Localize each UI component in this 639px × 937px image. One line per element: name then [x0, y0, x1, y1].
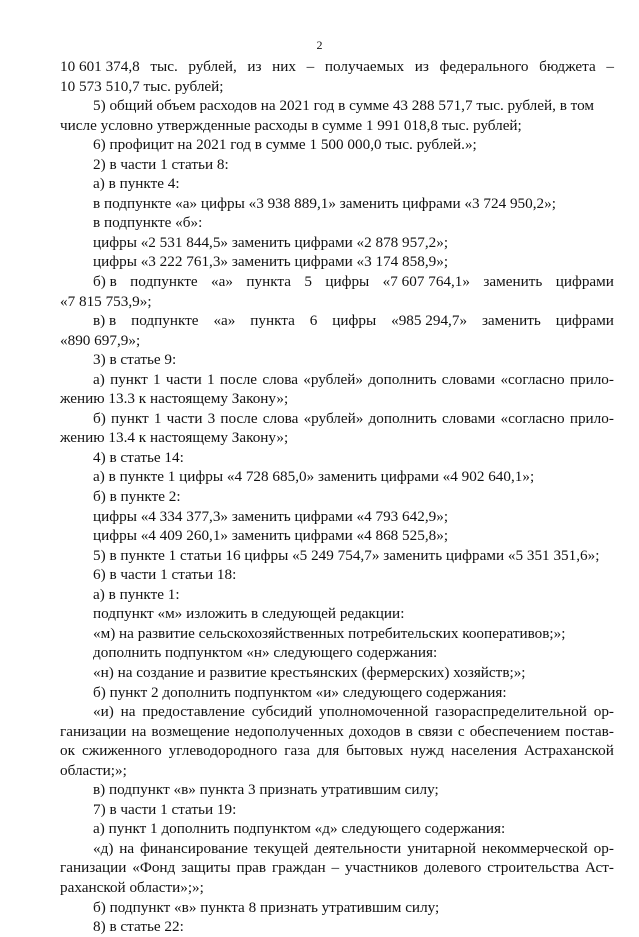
text-line	[60, 722, 614, 742]
word: ганизации	[60, 859, 127, 877]
line-text: цифры «4 334 377,3» заменить цифрами «4 793 642,9»;	[93, 507, 449, 525]
line-text: 6) профицит на 2021 год в сумме 1 500 000,0 тыс. рублей.»;	[93, 136, 477, 154]
word: ганизации	[60, 722, 127, 740]
word: прило-	[569, 370, 614, 388]
word: нужд	[410, 742, 444, 760]
line-text: цифры «2 531 844,5» заменить цифрами «2 878 957,2»;	[93, 233, 449, 251]
word: –	[606, 58, 614, 75]
word: б) в	[93, 273, 117, 291]
text-line	[60, 839, 614, 859]
word: из	[414, 58, 429, 75]
line-text: 2) в части 1 статьи 8:	[93, 155, 229, 173]
word: заменить	[483, 273, 543, 291]
word: слова	[262, 409, 299, 427]
word: из	[247, 58, 262, 75]
word: ок	[60, 742, 75, 760]
text-line	[60, 389, 614, 409]
word: дополнить	[368, 370, 437, 388]
text-line	[60, 819, 614, 839]
document-body	[60, 57, 614, 937]
text-line	[60, 252, 614, 272]
text-line	[60, 800, 614, 820]
line-text: 7) в части 1 статьи 19:	[93, 800, 237, 818]
word: постав-	[565, 722, 614, 740]
text-line	[60, 311, 614, 331]
word: населения	[450, 742, 518, 760]
text-line	[60, 917, 614, 937]
word: «985 294,7»	[391, 312, 468, 330]
word: «согласно	[500, 370, 565, 388]
line-text: дополнить подпунктом «н» следующего содержания:	[93, 644, 438, 662]
word: «Фонд	[132, 859, 176, 877]
word: а)	[93, 370, 105, 388]
text-line	[60, 233, 614, 253]
word: с	[457, 722, 465, 740]
text-line	[60, 702, 614, 722]
line-text: а) пункт 1 дополнить подпунктом «д» следующего содержания:	[93, 820, 506, 838]
word: рублей,	[188, 58, 237, 75]
word: бытовых	[346, 742, 404, 760]
line-text: числе условно утвержденные расходы в сумме 1 991 018,8 тыс. рублей;	[60, 116, 522, 134]
line-text: «м) на развитие сельскохозяйственных потребительских кооперативов;»;	[93, 624, 566, 642]
text-line	[60, 487, 614, 507]
word: на	[131, 722, 147, 740]
word: «рублей»	[303, 409, 364, 427]
line-text: жению 13.4 к настоящему Закону»;	[60, 429, 289, 447]
word: Аст-	[584, 859, 614, 877]
word: Астраханской	[524, 742, 614, 760]
text-line	[60, 585, 614, 605]
word: 5	[304, 273, 312, 291]
word: после	[220, 409, 258, 427]
line-text: цифры «3 222 761,3» заменить цифрами «3 174 858,9»;	[93, 253, 449, 271]
text-line	[60, 213, 614, 233]
line-text: 5) общий объем расходов на 2021 год в сумме 43 288 571,7 тыс. рублей, в том	[93, 97, 595, 115]
line-text: 3) в статье 9:	[93, 351, 177, 369]
line-text: а) в пункте 1:	[93, 585, 180, 603]
word: ор-	[593, 839, 614, 857]
word: получаемых	[324, 58, 405, 75]
line-text: б) в пункте 2:	[93, 488, 181, 506]
word: 1	[207, 370, 215, 388]
word: подпункте	[131, 312, 199, 330]
word: на	[120, 703, 136, 721]
word: субсидий	[251, 703, 313, 721]
text-line	[60, 272, 614, 292]
line-text: в) подпункт «в» пункта 3 признать утратившим силу;	[93, 781, 439, 799]
text-line	[60, 155, 614, 175]
word: подпункте	[130, 273, 198, 291]
word: на	[119, 839, 135, 857]
word: текущей	[253, 839, 309, 857]
line-text: цифры «4 409 260,1» заменить цифрами «4 868 525,8»;	[93, 527, 449, 545]
word: федерального	[439, 58, 529, 75]
text-line	[60, 761, 614, 781]
word: углеводородного	[168, 742, 278, 760]
word: цифрами	[555, 312, 614, 330]
word: пункт	[110, 370, 148, 388]
word: унитарной	[407, 839, 477, 857]
line-text: «7 815 753,9»;	[60, 292, 152, 310]
word: пункт	[110, 409, 149, 427]
word: «д)	[93, 839, 114, 857]
word: цифрами	[555, 273, 614, 291]
word: слова	[262, 370, 298, 388]
word: бюджета	[539, 58, 596, 75]
word: тыс.	[150, 58, 178, 75]
text-line	[60, 370, 614, 390]
word: граждан	[271, 859, 326, 877]
word: предоставление	[142, 703, 245, 721]
word: газораспределительной	[435, 703, 587, 721]
line-text: области;»;	[60, 761, 127, 779]
line-text: 8) в статье 22:	[93, 918, 184, 936]
word: словами	[441, 370, 496, 388]
text-line	[60, 292, 614, 312]
text-line	[60, 194, 614, 214]
line-text: подпункт «м» изложить в следующей редакции:	[93, 605, 405, 623]
word: связи	[417, 722, 453, 740]
word: после	[219, 370, 258, 388]
text-line	[60, 507, 614, 527]
word: части	[165, 370, 202, 388]
word: 1	[153, 370, 161, 388]
line-text: а) в пункте 4:	[93, 175, 180, 193]
word: в	[405, 722, 413, 740]
text-line	[60, 526, 614, 546]
line-text: а) в пункте 1 цифры «4 728 685,0» заменить цифрами «4 902 640,1»;	[93, 468, 535, 486]
word: недополученных	[234, 722, 344, 740]
text-line	[60, 96, 614, 116]
text-line	[60, 135, 614, 155]
word: газа	[284, 742, 310, 760]
word: 10 601 374,8	[60, 58, 140, 75]
word: «7 607 764,1»	[382, 273, 470, 291]
text-line	[60, 467, 614, 487]
word: них	[272, 58, 297, 75]
line-text: 4) в статье 14:	[93, 448, 184, 466]
line-text: «890 697,9»;	[60, 331, 141, 349]
word: сжиженного	[81, 742, 162, 760]
line-text: раханской области»;»;	[60, 878, 204, 896]
word: прав	[236, 859, 267, 877]
line-text: б) пункт 2 дополнить подпунктом «и» следующего содержания:	[93, 683, 507, 701]
text-line	[60, 741, 614, 761]
page-number: 2	[316, 38, 323, 52]
word: «а»	[213, 312, 236, 330]
text-line	[60, 331, 614, 351]
word: деятельности	[314, 839, 402, 857]
word: защиты	[181, 859, 231, 877]
word: ор-	[593, 703, 614, 721]
word: обеспечением	[469, 722, 561, 740]
word: пункта	[250, 312, 295, 330]
text-line	[60, 878, 614, 898]
word: уполномоченной	[319, 703, 429, 721]
text-line	[60, 858, 614, 878]
word: строительства	[487, 859, 580, 877]
word: «согласно	[500, 409, 565, 427]
word: словами	[441, 409, 496, 427]
word: дополнить	[368, 409, 437, 427]
word: 6	[309, 312, 318, 330]
text-line	[60, 624, 614, 644]
text-line	[60, 448, 614, 468]
text-line	[60, 57, 614, 77]
text-line	[60, 409, 614, 429]
text-line	[60, 565, 614, 585]
text-line	[60, 780, 614, 800]
text-line	[60, 546, 614, 566]
text-line	[60, 643, 614, 663]
text-line	[60, 350, 614, 370]
text-line	[60, 174, 614, 194]
word: цифры	[332, 312, 377, 330]
line-text: 5) в пункте 1 статьи 16 цифры «5 249 754,7» заменить цифрами «5 351 351,6»;	[93, 546, 600, 564]
text-line	[60, 663, 614, 683]
word: «а»	[211, 273, 233, 291]
word: части	[166, 409, 203, 427]
word: прило-	[569, 409, 614, 427]
text-line	[60, 428, 614, 448]
line-text: 6) в части 1 статьи 18:	[93, 566, 237, 584]
line-text: 10 573 510,7 тыс. рублей;	[60, 77, 224, 95]
line-text: в подпункте «б»:	[93, 214, 203, 232]
line-text: в подпункте «а» цифры «3 938 889,1» заменить цифрами «3 724 950,2»;	[93, 194, 556, 212]
text-line	[60, 604, 614, 624]
word: пункта	[246, 273, 291, 291]
word: –	[331, 859, 340, 877]
text-line	[60, 683, 614, 703]
word: «рублей»	[303, 370, 364, 388]
line-text: жению 13.3 к настоящему Закону»;	[60, 390, 289, 408]
word: 1	[153, 409, 162, 427]
word: в) в	[93, 312, 117, 330]
word: –	[306, 58, 315, 75]
word: участников	[344, 859, 418, 877]
text-line	[60, 116, 614, 136]
line-text: «н) на создание и развитие крестьянских (фермерских) хозяйств;»;	[93, 663, 526, 681]
text-line	[60, 898, 614, 918]
word: 3	[207, 409, 216, 427]
word: возмещение	[151, 722, 230, 740]
text-line	[60, 77, 614, 97]
word: заменить	[481, 312, 541, 330]
line-text: б) подпункт «в» пункта 8 признать утратившим силу;	[93, 898, 440, 916]
word: б)	[93, 409, 106, 427]
word: для	[316, 742, 340, 760]
word: цифры	[325, 273, 370, 291]
word: некоммерческой	[481, 839, 588, 857]
word: финансирование	[140, 839, 248, 857]
word: доходов	[348, 722, 401, 740]
word: «и)	[93, 703, 114, 721]
word: долевого	[423, 859, 482, 877]
